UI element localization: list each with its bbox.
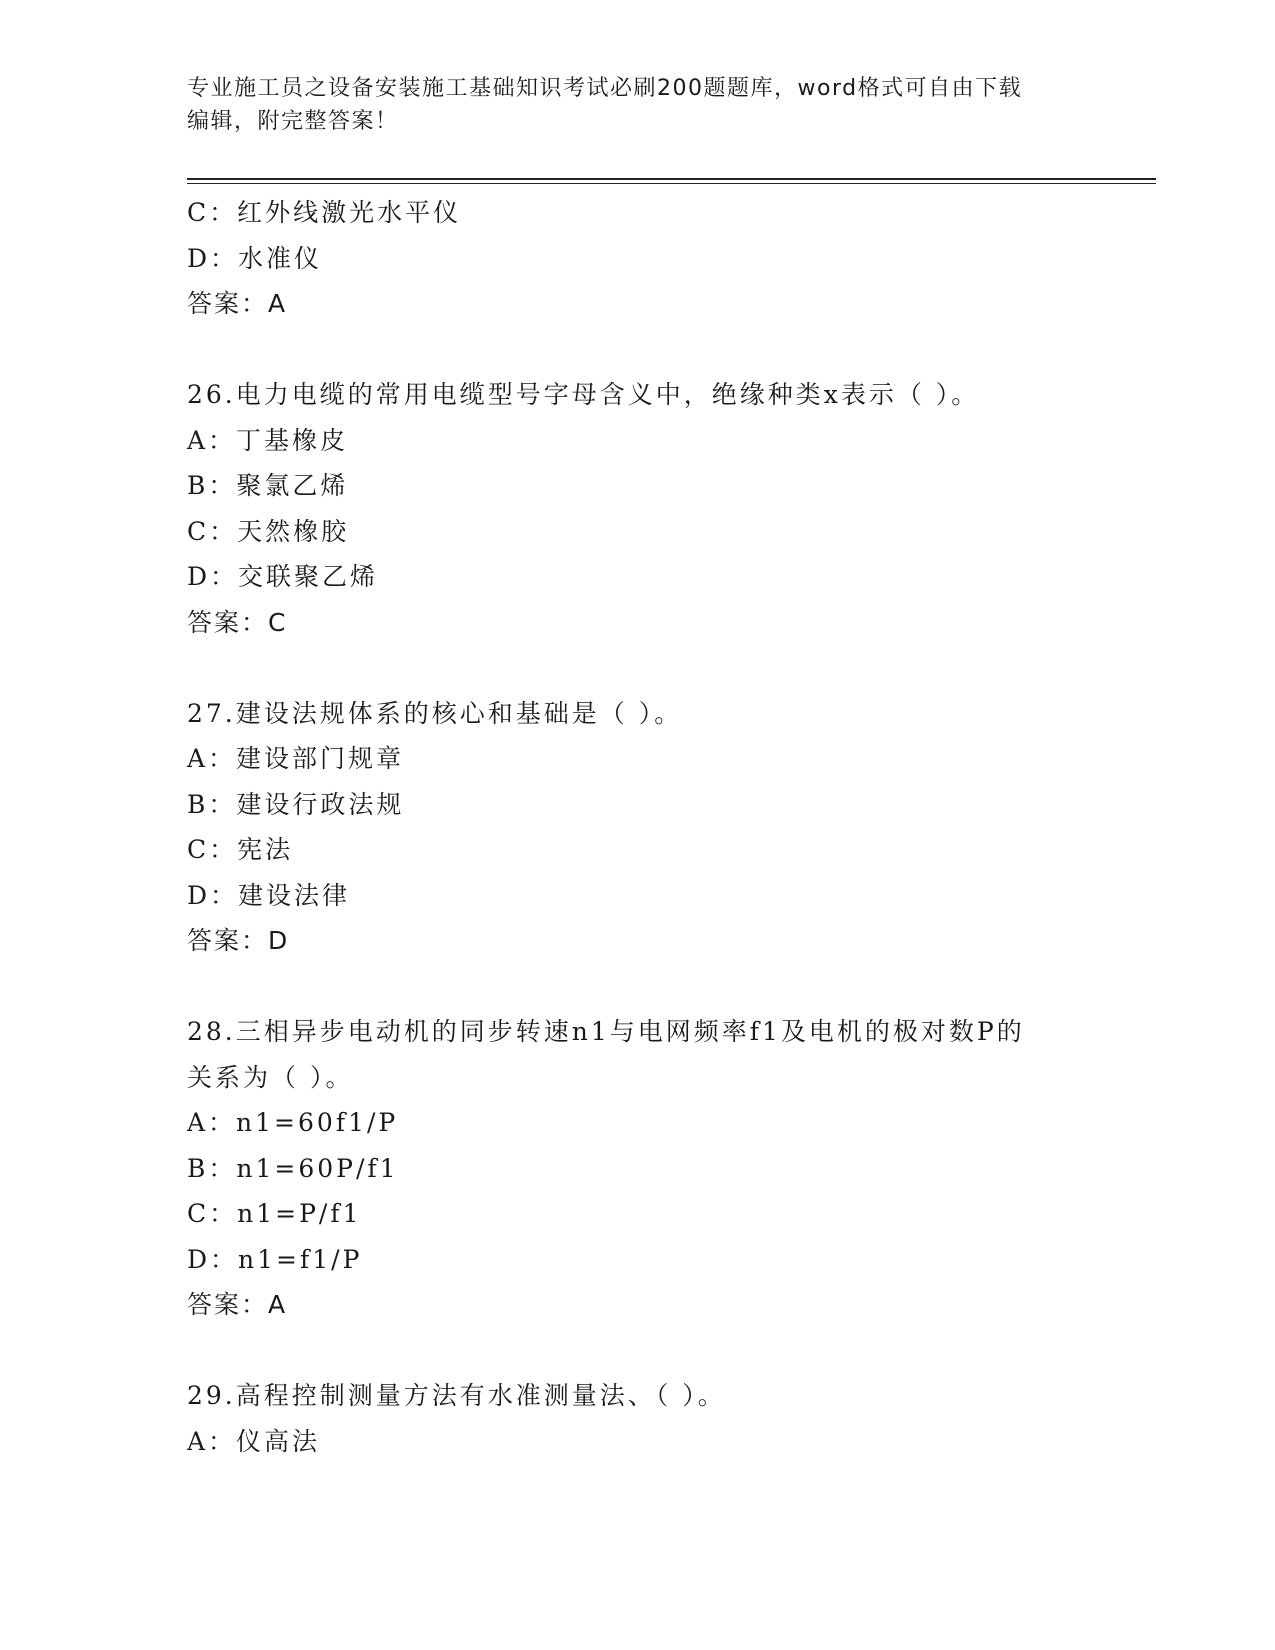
option-c: C：红外线激光水平仪	[187, 198, 462, 227]
option-c: C：宪法	[187, 835, 294, 864]
question-list	[187, 190, 1087, 1464]
question-stem-line-1: 28.三相异步电动机的同步转速n1与电网频率f1及电机的极对数P的	[187, 1017, 1025, 1046]
question-block-28	[187, 1009, 1087, 1328]
question-stem-line-2: 关系为（ ）。	[187, 1062, 354, 1092]
header-line-2: 编辑，附完整答案！	[187, 109, 399, 134]
option-b: B：建设行政法规	[187, 789, 405, 819]
option-d: D：n1=f1/P	[187, 1244, 363, 1274]
question-block-29	[187, 1373, 1087, 1464]
header-divider-thick	[187, 178, 1156, 180]
question-block-27	[187, 691, 1087, 964]
question-block-26	[187, 372, 1087, 645]
question-stem: 26.电力电缆的常用电缆型号字母含义中，绝缘种类x表示（ ）。	[187, 380, 980, 409]
spacer	[187, 964, 1087, 1010]
question-stem: 29.高程控制测量方法有水准测量法、（ ）。	[187, 1381, 726, 1410]
option-c: C：n1=P/f1	[187, 1199, 362, 1228]
option-a: A：仪高法	[187, 1426, 321, 1456]
header-line-1: 专业施工员之设备安装施工基础知识考试必刷200题题库，word格式可自由下载	[187, 76, 1023, 101]
option-d: D：建设法律	[187, 880, 351, 910]
option-a: A：n1=60f1/P	[187, 1108, 399, 1137]
option-b: B：n1=60P/f1	[187, 1153, 399, 1183]
spacer	[187, 327, 1087, 373]
question-block-25-tail	[187, 190, 1087, 327]
spacer	[187, 645, 1087, 691]
spacer	[187, 1328, 1087, 1374]
document-header	[187, 72, 1087, 138]
option-c: C：天然橡胶	[187, 516, 350, 546]
option-a: A：丁基橡皮	[187, 425, 349, 455]
answer-line: 答案：C	[187, 607, 288, 637]
answer-line: 答案：D	[187, 926, 290, 955]
answer-line: 答案：A	[187, 1290, 288, 1319]
header-divider-thin	[187, 183, 1156, 184]
option-d: D：水准仪	[187, 243, 323, 273]
option-d: D：交联聚乙烯	[187, 562, 379, 591]
option-a: A：建设部门规章	[187, 744, 405, 773]
option-b: B：聚氯乙烯	[187, 471, 349, 500]
answer-line: 答案：A	[187, 289, 288, 318]
question-stem: 27.建设法规体系的核心和基础是（ ）。	[187, 698, 683, 728]
